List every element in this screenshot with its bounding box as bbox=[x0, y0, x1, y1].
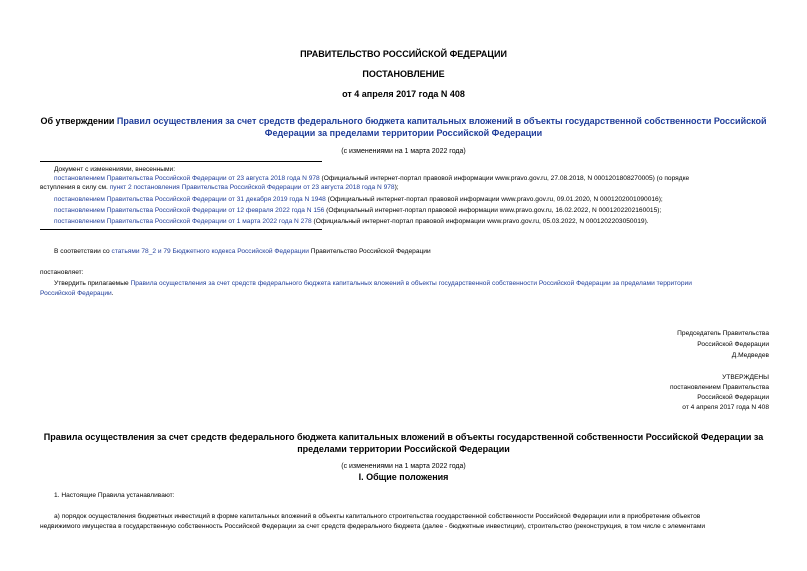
changes-note: (с изменениями на 1 марта 2022 года) bbox=[341, 148, 466, 155]
rules-paragraph-2-cont: недвижимого имущества в государственную собственность Российской Федерации за счет средств федерального бюджета (далее - бюджетные инвестиции), строительство (реконструкция, в том числе с элементами bbox=[40, 523, 706, 530]
amendments-top-divider bbox=[40, 161, 322, 162]
budget-code-link[interactable]: статьями 78_2 и 79 Бюджетного кодекса Российской Федерации bbox=[111, 248, 309, 255]
decrees-label: постановляет: bbox=[40, 269, 84, 276]
rules-title-line1: Правила осуществления за счет средств федерального бюджета капитальных вложений в объекты государственной собственности Российской Федерации за bbox=[43, 432, 764, 442]
approve-paragraph: Утвердить прилагаемые Правила осуществления за счет средств федерального бюджета капитальных вложений в объекты государственной собственности Российской Федерации за пределами территории bbox=[54, 280, 692, 287]
approve-rules-link-cont[interactable]: Российской Федерации bbox=[40, 290, 112, 297]
title-rules-link[interactable]: Правил осуществления за счет средств федерального бюджета капитальных вложений в объекты государственной собственности Российской bbox=[116, 116, 767, 126]
approved-org: Российской Федерации bbox=[697, 394, 769, 401]
accordance-paragraph: В соответствии со статьями 78_2 и 79 Бюджетного кодекса Российской Федерации Правительство Российской Федерации bbox=[54, 248, 431, 255]
document-date-number: от 4 апреля 2017 года N 408 bbox=[342, 89, 465, 99]
amendment-link-1948[interactable]: постановлением Правительства Российской Федерации от 31 декабря 2019 года N 1948 bbox=[54, 196, 326, 203]
amendment-link-156[interactable]: постановлением Правительства Российской Федерации от 12 февраля 2022 года N 156 bbox=[54, 207, 325, 214]
approved-by: постановлением Правительства bbox=[669, 384, 769, 391]
government-heading: ПРАВИТЕЛЬСТВО РОССИЙСКОЙ ФЕДЕРАЦИИ bbox=[300, 49, 507, 59]
rules-changes-note: (с изменениями на 1 марта 2022 года) bbox=[341, 463, 466, 470]
document-title-line1 bbox=[30, 115, 777, 127]
signature-position: Председатель Правительства bbox=[677, 330, 769, 337]
approved-label: УТВЕРЖДЕНЫ bbox=[722, 374, 769, 381]
amendment-link-978-clause2[interactable]: пункт 2 постановления Правительства Российской Федерации от 23 августа 2018 года N 978 bbox=[109, 184, 395, 191]
amendment-link-978[interactable]: постановлением Правительства Российской Федерации от 23 августа 2018 года N 978 bbox=[54, 175, 320, 182]
signature-org: Российской Федерации bbox=[697, 341, 769, 348]
amendments-intro: Документ с изменениями, внесенными: bbox=[54, 166, 176, 173]
rules-paragraph-2: а) порядок осуществления бюджетных инвестиций в форме капитальных вложений в объекты капитального строительства государственной собственности Российской Федерации или в приобретение объектов bbox=[54, 513, 701, 520]
section-title: I. Общие положения bbox=[358, 472, 449, 482]
amendment-item-1: постановлением Правительства Российской Федерации от 23 августа 2018 года N 978 (Официальный интернет-портал правовой информации www.pravo.gov.ru, 27.08.2018, N 0001201808270005) (о порядке bbox=[54, 175, 690, 182]
approve-rules-link[interactable]: Правила осуществления за счет средств федерального бюджета капитальных вложений в объекты государственной собственности Российской Федерации за пределами территории bbox=[130, 280, 692, 287]
title-prefix: Об утверждении bbox=[40, 116, 117, 126]
approve-paragraph-cont: Российской Федерации. bbox=[40, 290, 114, 297]
signature-name: Д.Медведев bbox=[731, 352, 769, 359]
rules-title bbox=[20, 431, 787, 455]
title-rules-link-cont[interactable]: Федерации за пределами территории Российской Федерации bbox=[264, 128, 543, 138]
amendments-bottom-divider bbox=[40, 229, 322, 230]
amendment-item-4: постановлением Правительства Российской Федерации от 1 марта 2022 года N 278 (Официальный интернет-портал правовой информации www.pravo.gov.ru, 05.03.2022, N 0001202203050019). bbox=[54, 218, 649, 225]
document-title bbox=[30, 115, 777, 139]
amendment-link-278[interactable]: постановлением Правительства Российской Федерации от 1 марта 2022 года N 278 bbox=[54, 218, 312, 225]
approved-date: от 4 апреля 2017 года N 408 bbox=[682, 404, 769, 411]
rules-paragraph-1: 1. Настоящие Правила устанавливают: bbox=[54, 492, 175, 499]
rules-title-line2: пределами территории Российской Федерации bbox=[297, 444, 510, 454]
amendment-item-1-cont: вступления в силу см. пункт 2 постановления Правительства Российской Федерации от 23 августа 2018 года N 978); bbox=[40, 184, 399, 191]
document-type-heading: ПОСТАНОВЛЕНИЕ bbox=[362, 69, 445, 79]
amendment-item-2: постановлением Правительства Российской Федерации от 31 декабря 2019 года N 1948 (Официальный интернет-портал правовой информации www.pravo.gov.ru, 09.01.2020, N 0001202001090016); bbox=[54, 196, 663, 203]
amendment-item-3: постановлением Правительства Российской Федерации от 12 февраля 2022 года N 156 (Официальный интернет-портал правовой информации www.pravo.gov.ru, 16.02.2022, N 0001202202160015); bbox=[54, 207, 662, 214]
